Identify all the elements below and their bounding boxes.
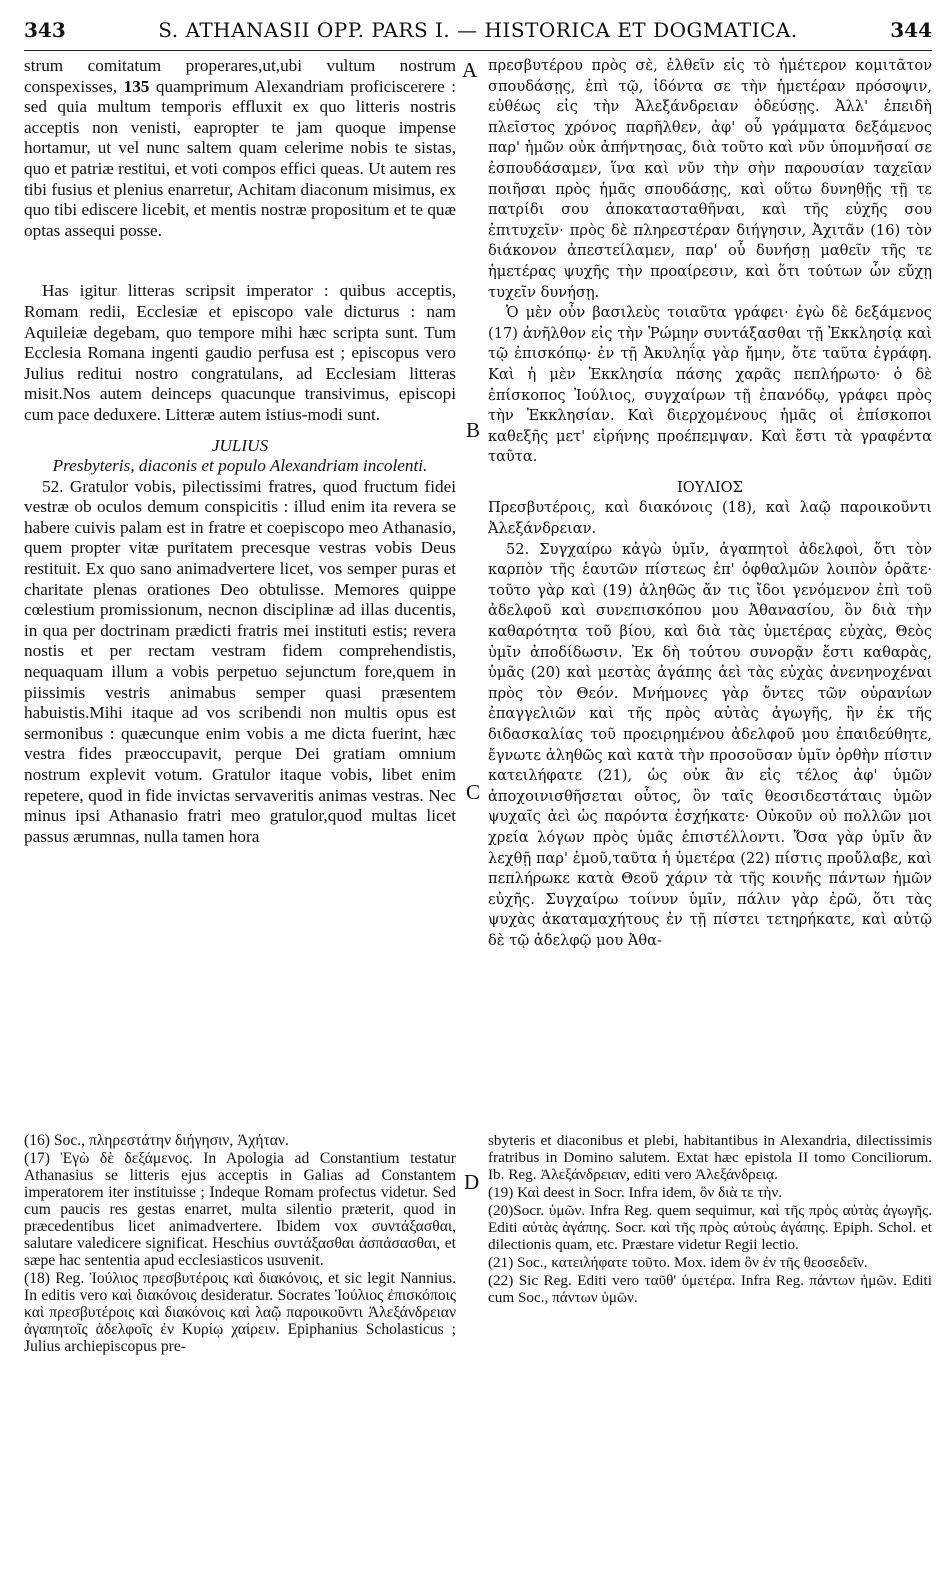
page-number-left: 343 (24, 18, 66, 42)
margin-letter: A (462, 58, 478, 82)
latin-paragraph: 52. Gratulor vobis, pilectissimi fratres, quod fructum fidei vestræ ob oculos demum conspicitis : illud enim ita revera se habere cuivis palam est in fratre et coepiscopo meo Athanasio, quem propter vitæ puritatem precesque vestras vobis Deus restituit. Ex quo sano animadvertere licet, vos semper puras et charitate plenas orationes Deo obtulisse. Memores quippe cœlestium promissionum, necnon disciplinæ ad illas ducentis, in qua per doctrinam prædicti fratris mei instituti estis; revera nostis et per rectam vestram fidem comprehendistis, nequaquam illum a vobis perpetuo sejunctum fore,quem in piissimis vestris animabus semper quasi præsentem habuistis.Mihi itaque ad vos scribendi non multis opus est sermonibus : quæcunque enim vobis a me dicta fuerint, hæc vestra fides præoccupavit, perque Dei gratiam omnium nostrum explevit votum. Gratulor itaque vobis, libet enim repetere, quod in fide invictas servaveritis animas vestras. Nec minus ipsi Athanasio fratri meo gratulor,quod multas licet passus ærumnas, nulla tamen hora (24, 476, 456, 846)
footnote: (18) Reg. Ἰούλιος πρεσβυτέροις καὶ διακόνοις, et sic legit Nannius. In editis vero καὶ διακόνοις desideratur. Socrates Ἰούλιος ἐπισκόποις καὶ πρεσβυτέροις καὶ διακόνοις καὶ λαῷ παροικοῦντι Ἀλεξάνδρειαν ἀγαπητοῖς ἀδελφοῖς ἐν Κυρίῳ χαίρειν. Epiphanius Scholasticus ; Julius archiepiscopus pre- (24, 1270, 456, 1355)
page-header (24, 14, 932, 51)
spacer (24, 426, 456, 436)
latin-paragraph: Has igitur litteras scripsit imperator : quibus acceptis, Romam redii, Ecclesiæ et episcopo vale dicturus : nam Aquileiæ degebam, quo tempore mihi hæc scripta sunt. Tum Ecclesia Romana ingenti gaudio perfusa est ; episcopus vero Julius reditui nostro congratulans, ad Ecclesiam litteras misit.Nos autem deinceps quacunque transivimus, episcopi cum pace deduxere. Litteræ autem istius-modi sunt. (24, 281, 456, 424)
spacer (24, 241, 456, 281)
footnote: (21) Soc., κατειλήφατε τοῦτο. Mox. idem ὃν ἐν τῆς θεοσεδεῖν. (488, 1254, 868, 1271)
greek-paragraph: πρεσβυτέρου πρὸς σὲ, ἐλθεῖν εἰς τὸ ἡμέτερον κομιτᾶτον σπουδάσῃς, ἐπὶ τῷ, ἰδόντα σε τὴν ἡμετέραν πρόσοψιν, εὐθέως εἰς τὴν Ἀλεξάνδρειαν ὁδεύσῃς. Ἀλλ' ἐπειδὴ πλεῖστος χρόνος παρῆλθεν, ἀφ' οὗ γράμματα δεξάμενος παρ' ἡμῶν οὐκ ἀπήντησας, διὰ τοῦτο καὶ νῦν ὑπομνῆσαί σε ἐσπουδάσαμεν, ἵνα καὶ νῦν τὴν σὴν παρουσίαν ταχεῖαν ποιῆσαι πρὸς ἡμᾶς σπουδάσῃς, καὶ οὕτω δυνηθῇς τῇ τε πατρίδι σου ἀποκατασταθῆναι, καὶ τῆς εὐχῆς σου ἐπιτυχεῖν· πρὸς δὲ πληρεστέραν διήγησιν, Ἀχιτᾶν (16) τὸν διάκονον ἀπεστείλαμεν, παρ' οὗ δυνήσῃ μαθεῖν τῆς τε ἡμετέρας ψυχῆς τὴν προαίρεσιν, καὶ ὅτι τούτων ὧν εὔχῃ τυχεῖν δυνήσῃ. (488, 57, 932, 301)
footnotes-left (24, 1132, 456, 1356)
footnote: sbyteris et diaconibus et plebi, habitantibus in Alexandria, dilectissimis fratribus in Domino salutem. Extat hæc epistola II tomo Conciliorum. Ib. Reg. Ἀλεξάνδρειαν, editi vero Ἀλεξάνδρειᾳ. (488, 1132, 932, 1183)
footnote: (20)Socr. ὑμῶν. Infra Reg. quem sequimur, καὶ τῆς πρὸς αὐτὰς ἀγωγῆς. Editi αὐτὰς ἀγάπης. Socr. καὶ τῆς πρὸς αὐτοὺς ἀγάπης. Epiph. Schol. et dilectionis quam, etc. Præstare videtur Regii lectio. (488, 1202, 932, 1253)
greek-subheading: Πρεσβυτέροις, καὶ διακόνοις (18), καὶ λαῷ παροικοῦντι Ἀλεξάνδρειαν. (488, 499, 932, 538)
margin-letter: B (466, 418, 481, 442)
latin-subheading: Presbyteris, diaconis et populo Alexandriam incolenti. (52, 456, 428, 476)
margin-letter: D (464, 1170, 480, 1194)
page-number-right: 344 (890, 18, 932, 42)
footnote: (17) Ἐγὼ δὲ δεξάμενος. In Apologia ad Constantium testatur Athanasius se litteris ejus acceptis in Galias ad Constantem imperatorem iter instituisse ; Indeque Romam profectus videtur. Sed cum paucis res gestas enarret, multa silentio præterit, quod in præcedentibus licet animadvertere. Ibidem vox συντάξασθαι, salutare valedicere significat. Heschius συντάξασθαι ἀσπάσασθαι, et sæpe hac sententia apud ecclesiasticos usuvenit. (24, 1150, 456, 1269)
footnote: (22) Sic Reg. Editi vero ταῦθ' ὑμετέρα. Infra Reg. πάντων ἡμῶν. Editi cum Soc., πάντων ὑμῶν. (488, 1272, 932, 1306)
greek-heading: ΙΟΥΛΙΟΣ (677, 478, 743, 496)
margin-number: 135 (123, 76, 150, 96)
footnotes-right (488, 1132, 932, 1307)
latin-text: quamprimum Alexandriam proficiscerere : sed quia multum temporis effluxit ex quo litteris nostris acceptis non venisti, eapropter te jam quoque impense hortamur, ut vel nunc saltem quam celerime nobis te sistas, quo et patriæ restitui, et voti compos effici queas. Ut autem res tibi fusius et plenius enarretur, Achitam diaconum misimus, ex quo tibi ediscere licebit, et mentis nostræ propositum et te quæ optas assequi posse. (24, 76, 456, 240)
latin-paragraph (24, 56, 456, 241)
margin-letter: C (466, 780, 481, 804)
latin-column (24, 56, 456, 847)
greek-paragraph: 52. Συγχαίρω κἀγὼ ὑμῖν, ἀγαπητοὶ ἀδελφοὶ, ὅτι τὸν καρπὸν τῆς ἑαυτῶν πίστεως ἐπ' ὀφθαλμῶν λοιπὸν ὁρᾶτε· τοῦτο γὰρ καὶ (19) ἀληθῶς ἄν τις ἴδοι γενόμενον ἐπὶ τοῦ ἀδελφοῦ καὶ συνεπισκόπου μου Ἀθανασίου, ὃν διὰ τὴν καθαρότητα τοῦ βίου, καὶ διὰ τὰς ὑμετέρας εὐχὰς, Θεὸς ὑμῖν ἀποδίδωσιν. Ἐκ δὴ τούτου συνορᾷν ἔστι καθαρὰς, ὑμᾶς (20) καὶ μεστὰς ἀγάπης ἀεὶ τὰς εὐχὰς ἀνενηνοχέναι πρὸς τὸν Θεόν. Μνήμονες γὰρ ὄντες τῶν οὐρανίων ἐπαγγελιῶν καὶ τῆς πρὸς αὐτὰς ἀγωγῆς, ἣν ἐκ τῆς διδασκαλίας τοῦ προειρημένου ἀδελφοῦ μου ἐπαιδεύθητε, ἔγνωτε ἀληθῶς καὶ κατὰ τὴν προσοῦσαν ὑμῖν ὀρθὴν πίστιν κατειλήφατε (21), ὡς οὐκ ἂν εἰς τέλος ἀφ' ὑμῶν ἀποχοινισθῆσεται οὗτος, ὃν ταῖς θεοσιδεστάταις ὑμῶν ψυχαῖς ἀεὶ ὡς παρόντα ἐσχήκατε· Οὐκοῦν οὐ πολλῶν μοι χρεία λόγων πρὸς ὑμᾶς ἐπιστέλλοντι. Ὅσα γὰρ ὑμῖν ἂν λεχθῇ παρ' ἐμοῦ,ταῦτα ἡ ὑμετέρα (22) πίστις προὔλαβε, καὶ πεπλήρωκε κατὰ Θεοῦ χάριν τὰ τῆς κοινῆς πάντων ἡμῶν εὐχῆς. Συγχαίρω τοίνυν ὑμῖν, πάλιν γὰρ ἐρῶ, ὅτι τὰς ψυχὰς ἀκαταμαχήτους ἐν τῇ πίστει τετηρήκατε, καὶ αὐτῷ δὲ τῷ ἀδελφῷ μου Ἀθα- (488, 540, 932, 949)
latin-text: strum comitatum properares,ut,ubi vultum nostrum conspexisses, (24, 56, 456, 96)
greek-paragraph: Ὁ μὲν οὖν βασιλεὺς τοιαῦτα γράφει· ἐγὼ δὲ δεξάμενος (17) ἀνῆλθον εἰς τὴν Ῥώμην συντάξασθαι τῇ Ἐκκλησίᾳ καὶ τῷ ἐπισκόπῳ· ἐν τῇ Ἀκυληΐᾳ γὰρ ἤμην, ὅτε ταῦτα ἐγράφη. Καὶ ἡ μὲν Ἐκκλησία πάσης χαρᾶς πεπλήρωτο· ὁ δὲ ἐπίσκοπος Ἰούλιος, συγχαίρων τῇ ἐπανόδῳ, γράφει πρὸς τὴν Ἐκκλησίαν. Καὶ διερχομένους ἡμᾶς οἱ ἐπίσκοποι καθεξῆς μετ' εἰρήνης προέπεμψαν. Καὶ ἔστι τὰ γραφέντα ταῦτα. (488, 304, 932, 466)
latin-heading: JULIUS (211, 435, 269, 455)
running-title: S. ATHANASII OPP. PARS I. — HISTORICA ET DOGMATICA. (158, 18, 798, 42)
footnote: (19) Καὶ deest in Socr. Infra idem, ὃν διὰ τε τὴν. (488, 1184, 783, 1201)
greek-column (488, 56, 932, 952)
footnote: (16) Soc., πληρεστάτην διήγησιν, Ἀχήταν. (24, 1132, 289, 1149)
spacer (488, 468, 932, 478)
